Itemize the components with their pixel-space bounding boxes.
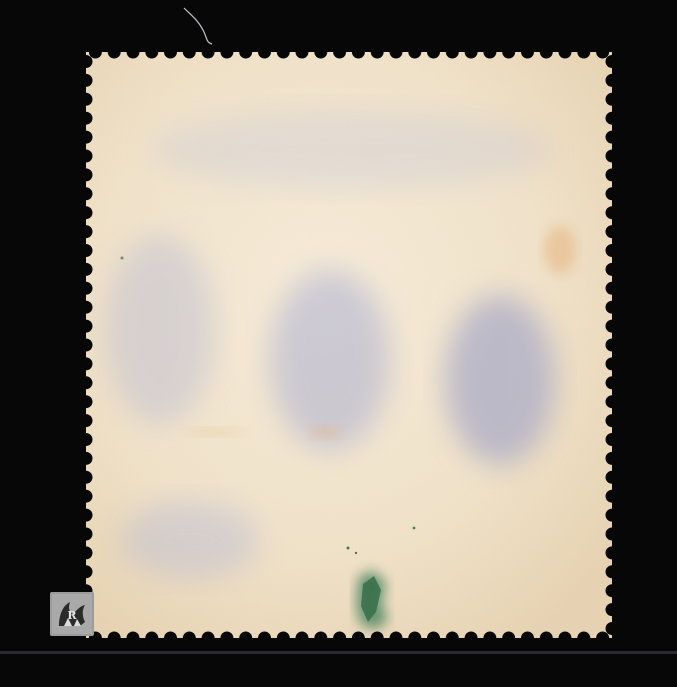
mount-edge	[0, 651, 677, 654]
stamp-back	[70, 40, 630, 660]
paper-grain	[70, 40, 630, 660]
dealer-logo-icon	[50, 592, 94, 636]
svg-text:R: R	[67, 609, 77, 622]
